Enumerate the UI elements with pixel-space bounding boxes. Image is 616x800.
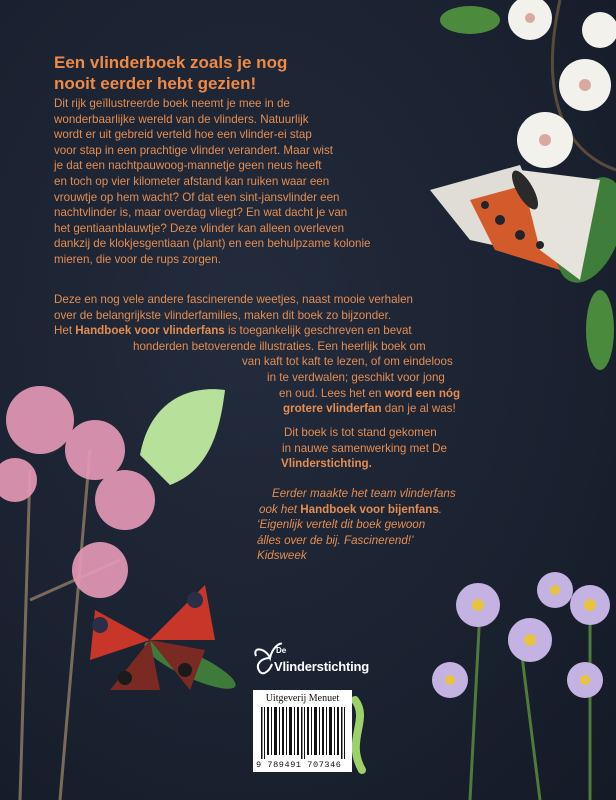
body-line: vrouwtje op hem wacht? Of dat een sint-jansvlinder een (54, 190, 340, 204)
body-line (281, 456, 372, 472)
text: ‘Eigenlijk vertelt dit boek gewoon (257, 518, 426, 532)
logo-de: De (276, 646, 287, 655)
headline-line-1: Een vlinderboek zoals je nog (54, 53, 288, 72)
text: Kidsweek (257, 549, 307, 563)
quote-line (257, 517, 425, 533)
body-line (272, 486, 456, 502)
body-line: en toch op vier kilometer afstand kan ruiken waar een (54, 175, 330, 188)
body-line: nachtvlinder is, maar overdag vliegt? En wat dacht je van (54, 206, 348, 220)
body-line: wordt er uit gebreid verteld hoe een vlinder-ei stap (54, 128, 312, 142)
body-line: Dit boek is tot stand gekomen (284, 426, 437, 439)
body-line (259, 502, 442, 518)
tiger-moth-illustration (430, 165, 600, 280)
body-line: van kaft tot kaft te lezen, of om eindeloos (242, 355, 453, 369)
body-line: mieren, die voor de rups zorgen. (54, 253, 221, 266)
quote-line (257, 533, 414, 549)
text: álles over de bij. Fascinerend!’ (257, 533, 414, 547)
body-line (283, 401, 456, 417)
body-line (54, 323, 412, 339)
body-line: voor stap in een prachtige vlinder verandert. Maar wist (54, 143, 334, 157)
emphasis: word een nóg (384, 386, 461, 400)
brimstone-butterfly-illustration (140, 389, 225, 485)
body-line: Deze en nog vele andere fascinerende weetjes, naast mooie verhalen (54, 293, 413, 306)
body-line: in te verdwalen; geschikt voor jong (267, 371, 445, 384)
body-line (279, 386, 460, 402)
text: dan je al was! (381, 402, 456, 416)
barcode-bars (261, 707, 345, 759)
text: en oud. Lees het en (279, 386, 385, 400)
text: is toegankelijk geschreven en bevat (224, 324, 412, 338)
text: Het (54, 324, 76, 338)
body-line: in nauwe samenwerking met De (282, 441, 447, 455)
text: . (438, 502, 443, 516)
body-line: over de belangrijkste vlinderfamilies, maken dit boek zo bijzonder. (54, 308, 392, 322)
partner-name: Vlinderstichting. (281, 457, 372, 471)
caterpillar-illustration (355, 700, 362, 770)
logo-name: Vlinderstichting (274, 659, 370, 674)
vlinderstichting-logo (252, 642, 370, 678)
aster-flowers-illustration (432, 572, 610, 800)
book-title: Handboek voor vlinderfans (75, 324, 225, 338)
headline-line-2: nooit eerder hebt gezien! (54, 74, 257, 93)
book-title: Handboek voor bijenfans (300, 502, 439, 516)
body-line: Dit rijk geïllustreerde boek neemt je mee in de (54, 97, 290, 110)
isbn-barcode (253, 690, 352, 772)
quote-source (257, 548, 307, 564)
isbn-number: 9 789491 707346 (256, 760, 342, 770)
emphasis: grotere vlinderfan (283, 402, 382, 416)
body-line: honderden betoverende illustraties. Een heerlijk boek om (133, 339, 426, 353)
body-line: wonderbaarlijke wereld van de vlinders. Natuurlijk (54, 112, 309, 126)
text: Eerder maakte het team vlinderfans (272, 487, 456, 500)
body-line: je dat een nachtpauwoog-mannetje geen neus heeft (54, 159, 322, 173)
body-line: het gentiaanblauwtje? Deze vlinder kan alleen overleven (54, 221, 345, 235)
publisher-name: Uitgeverij Menuet (265, 693, 340, 704)
body-line: dankzij de klokjesgentiaan (plant) en een behulpzame kolonie (54, 237, 371, 251)
text: ook het (259, 502, 301, 516)
